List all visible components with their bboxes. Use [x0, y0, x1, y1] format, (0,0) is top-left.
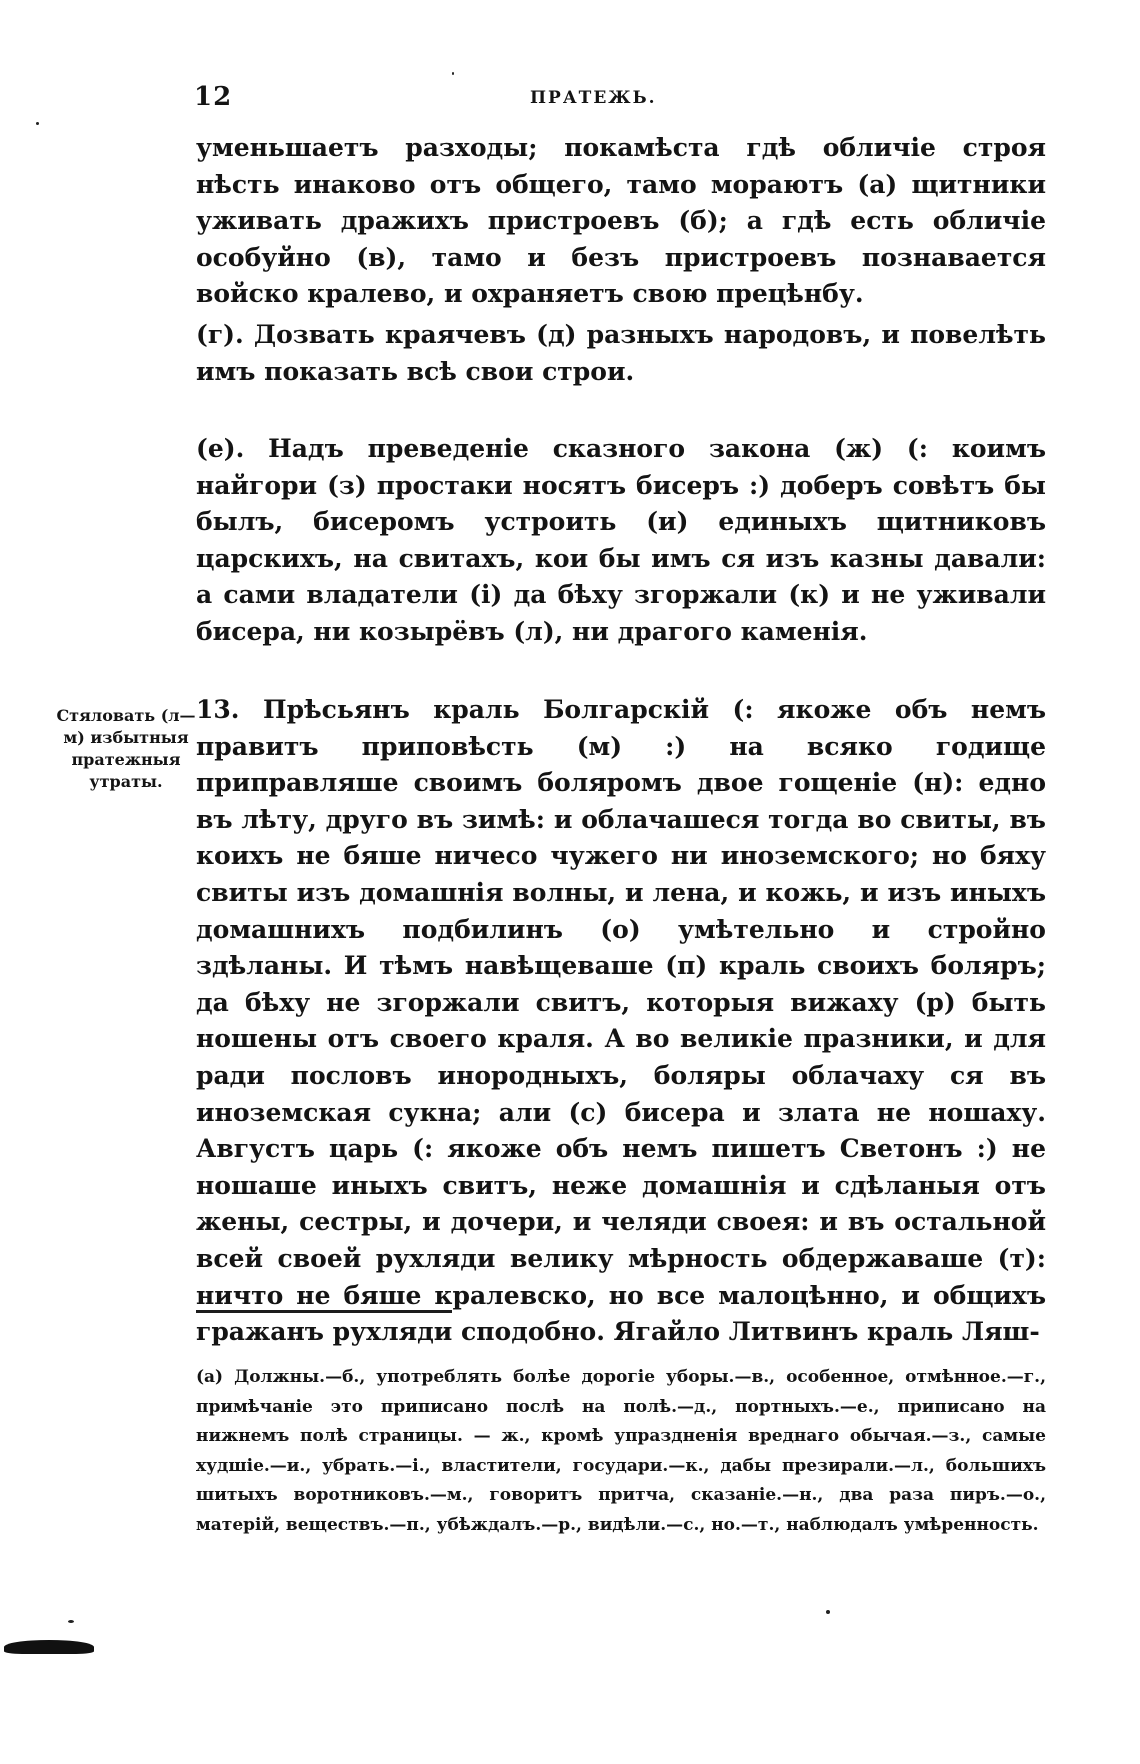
footnote-divider [196, 1310, 452, 1313]
margin-note: Стяловать (л—м) избытныя пратежныя утраты. [56, 706, 196, 791]
page-number: 12 [194, 82, 233, 112]
ink-speck [68, 1620, 74, 1623]
ink-speck [36, 122, 39, 125]
footnotes: (а) Должны.—б., употреблять болѣе дорогіе уборы.—в., особенное, отмѣнное.—г., примѣчаніе это приписано послѣ на полѣ.—д., портныхъ.—е., приписано на нижнемъ полѣ страницы. — ж., кромѣ упраздненія вреднаго обычая.—з., самые худшіе.—и., убрать.—і., властители, государи.—к., дабы презирали.—л., большихъ шитыхъ воротниковъ.—м., говоритъ притча, сказаніе.—н., два раза пиръ.—о., матерій, веществъ.—п., убѣждалъ.—р., видѣли.—с., но.—т., наблюдалъ умѣренность. [196, 1367, 1046, 1535]
paragraph-g: (г). Дозвать краячевъ (д) разныхъ народовъ, и повелѣть имъ показать всѣ свои строи. [196, 320, 1046, 386]
paragraph-13: 13. Прѣсьянъ краль Болгарскій (: якоже объ немъ правитъ приповѣсть (м) :) на всяко годище приправляше своимъ боляромъ двое гощеніе (н): едно въ лѣту, друго въ зимѣ: и облачашеся тогда во свиты, въ коихъ не бяше ничесо чужего ни иноземского; но бяху свиты изъ домашнія волны, и лена, и кожь, и изъ иныхъ домашнихъ подбилинъ (о) умѣтельно и стройно здѣланы. И тѣмъ навѣщеваше (п) краль своихъ боляръ; да бѣху не згоржали свитъ, которыя вижаху (р) быть ношены отъ своего краля. А во великіе празники, и для ради пословъ инородныхъ, боляры облачаху ся въ иноземская сукна; али (с) бисера и злата не ношаху. Августъ царь (: якоже объ немъ пишетъ Светонъ :) не ношаше иныхъ свитъ, неже домашнія и сдѣланыя отъ жены, сестры, и дочери, и челяди своея: и въ остальной всей своей рухляди велику мѣрность обдержаваше (т): ничто не бяше кралевско, но все малоцѣнно, и общихъ гражанъ рухляди сподобно. Ягайло Литвинъ краль Ляш- [196, 695, 1046, 1347]
ink-speck [452, 72, 454, 75]
paragraph-continuation: уменьшаетъ разходы; покамѣста гдѣ обличіе строя нѣсть инаково отъ общего, тамо мораютъ (а) щитники уживать дражихъ пристроевъ (б); а гдѣ есть обличіе особуйно (в), тамо и безъ пристроевъ познавается войско кралево, и охраняетъ свою прецѣнбу. [196, 133, 1046, 309]
running-head: ПРАТЕЖЬ. [530, 88, 657, 108]
paragraph-e: (е). Надъ преведеніе сказного закона (ж) (: коимъ найгори (з) простаки носятъ бисеръ :) доберъ совѣтъ бы былъ, бисеромъ устроить (и) единыхъ щитниковъ царскихъ, на свитахъ, кои бы имъ ся изъ казны давали: а сами владатели (і) да бѣху згоржали (к) и не уживали бисера, ни козырёвъ (л), ни драгого каменія. [196, 434, 1046, 646]
ink-smudge [4, 1640, 94, 1654]
ink-speck [826, 1610, 830, 1614]
